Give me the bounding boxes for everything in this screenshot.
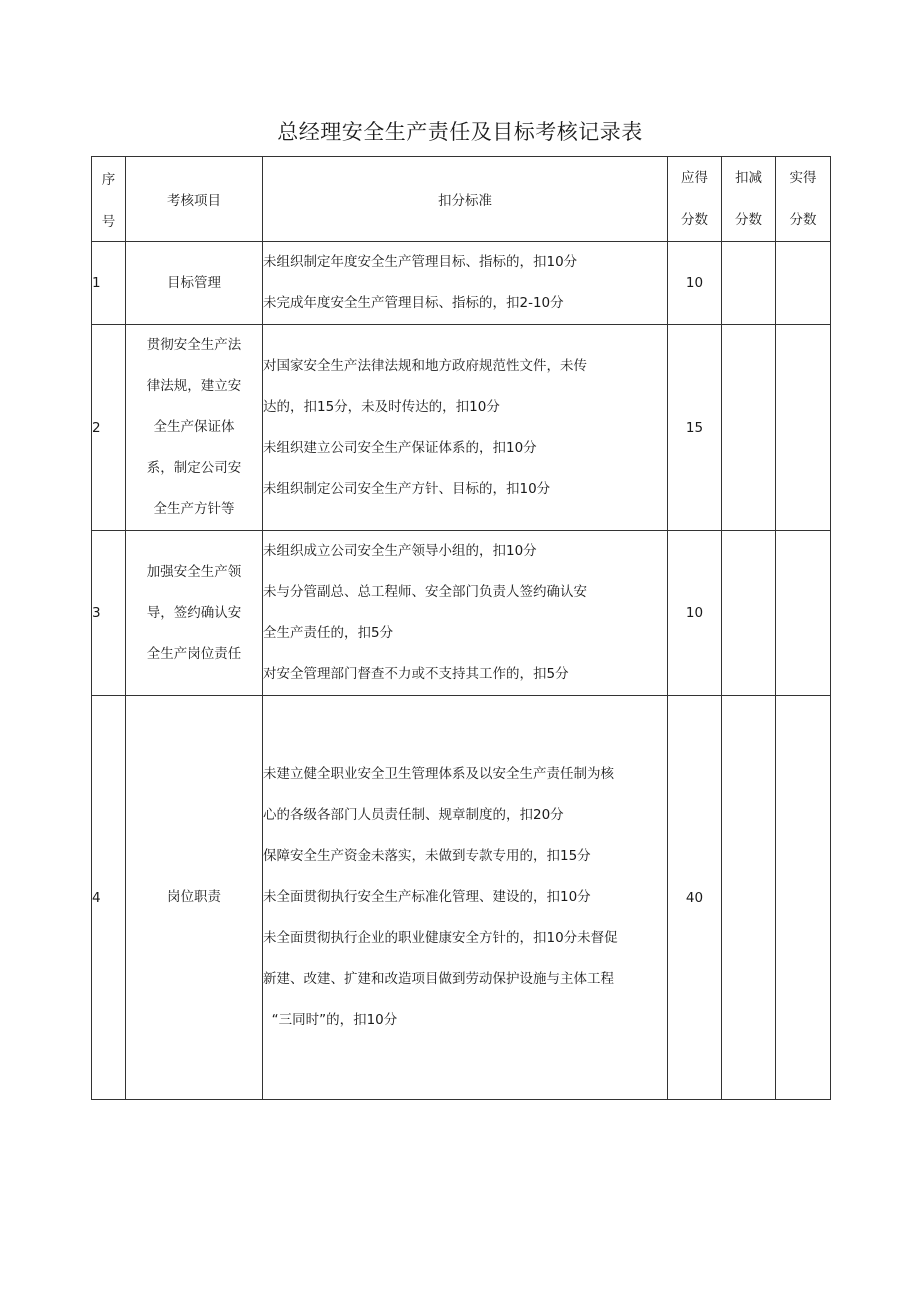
row-criteria bbox=[263, 696, 668, 1100]
criteria-line: 未与分管副总、总工程师、安全部门负责人签约确认安 bbox=[263, 584, 587, 600]
row-due-score: 40 bbox=[668, 696, 722, 1100]
row-actual-score[interactable] bbox=[776, 325, 831, 531]
criteria-line: 未全面贯彻执行安全生产标准化管理、建设的，扣10分 bbox=[263, 889, 591, 905]
item-line: 全生产保证体 bbox=[153, 419, 235, 435]
row-deduct-score[interactable] bbox=[722, 531, 776, 696]
criteria-line: 保障安全生产资金未落实，未做到专款专用的，扣15分 bbox=[263, 848, 591, 864]
criteria-line: 未建立健全职业安全卫生管理体系及以安全生产责任制为核 bbox=[263, 766, 614, 782]
header-due-bottom: 分数 bbox=[681, 212, 708, 228]
criteria-line: 心的各级各部门人员责任制、规章制度的，扣20分 bbox=[263, 807, 564, 823]
criteria-line: 新建、改建、扩建和改造项目做到劳动保护设施与主体工程 bbox=[263, 971, 614, 987]
assessment-table bbox=[91, 156, 831, 1100]
table-row bbox=[92, 531, 831, 696]
criteria-line: 未组织制定年度安全生产管理目标、指标的，扣10分 bbox=[263, 254, 578, 270]
criteria-line: 对安全管理部门督查不力或不支持其工作的，扣5分 bbox=[263, 666, 569, 682]
row-seq: 2 bbox=[92, 325, 126, 531]
header-deduct-top: 扣减 bbox=[735, 170, 762, 186]
item-line: 贯彻安全生产法 bbox=[146, 337, 242, 353]
header-due-top: 应得 bbox=[681, 170, 708, 186]
criteria-line: 全生产责任的，扣5分 bbox=[263, 625, 394, 641]
item-line: 导，签约确认安 bbox=[146, 604, 242, 621]
row-item bbox=[126, 325, 263, 531]
table-row bbox=[92, 696, 831, 1100]
row-due-score: 15 bbox=[668, 325, 722, 531]
criteria-line: “三同时”的，扣10分 bbox=[263, 1012, 398, 1028]
item-line: 目标管理 bbox=[167, 274, 221, 291]
table-row bbox=[92, 242, 831, 325]
criteria-line: 未全面贯彻执行企业的职业健康安全方针的，扣10分未督促 bbox=[263, 930, 618, 946]
row-item bbox=[126, 242, 263, 325]
header-seq-top: 序 bbox=[101, 172, 116, 188]
row-item bbox=[126, 531, 263, 696]
criteria-line: 未组织制定公司安全生产方针、目标的，扣10分 bbox=[263, 480, 551, 497]
header-criteria: 扣分标准 bbox=[263, 157, 668, 242]
criteria-line: 未组织建立公司安全生产保证体系的，扣10分 bbox=[263, 439, 537, 456]
row-deduct-score[interactable] bbox=[722, 325, 776, 531]
header-deduct-score bbox=[722, 157, 776, 242]
header-actual-top: 实得 bbox=[789, 170, 817, 186]
item-line: 岗位职责 bbox=[167, 889, 221, 905]
header-item: 考核项目 bbox=[126, 157, 263, 242]
header-seq bbox=[92, 157, 126, 242]
row-seq: 3 bbox=[92, 531, 126, 696]
criteria-line: 未组织成立公司安全生产领导小组的，扣10分 bbox=[263, 543, 537, 559]
row-actual-score[interactable] bbox=[776, 242, 831, 325]
criteria-line: 未完成年度安全生产管理目标、指标的，扣2-10分 bbox=[263, 295, 564, 311]
row-deduct-score[interactable] bbox=[722, 242, 776, 325]
item-line: 全生产方针等 bbox=[153, 501, 235, 517]
row-actual-score[interactable] bbox=[776, 531, 831, 696]
criteria-line: 对国家安全生产法律法规和地方政府规范性文件，未传 bbox=[263, 357, 587, 374]
row-deduct-score[interactable] bbox=[722, 696, 776, 1100]
header-row bbox=[92, 157, 831, 242]
criteria-line: 达的，扣15分，未及时传达的，扣10分 bbox=[263, 398, 500, 415]
item-line: 律法规，建立安 bbox=[146, 378, 242, 394]
row-criteria bbox=[263, 325, 668, 531]
row-due-score: 10 bbox=[668, 531, 722, 696]
header-due-score bbox=[668, 157, 722, 242]
item-line: 加强安全生产领 bbox=[146, 563, 242, 580]
header-deduct-bottom: 分数 bbox=[735, 212, 762, 228]
header-actual-bottom: 分数 bbox=[789, 212, 817, 228]
row-seq: 1 bbox=[92, 242, 126, 325]
row-criteria bbox=[263, 531, 668, 696]
row-actual-score[interactable] bbox=[776, 696, 831, 1100]
header-seq-bottom: 号 bbox=[101, 214, 116, 230]
row-due-score: 10 bbox=[668, 242, 722, 325]
item-line: 系，制定公司安 bbox=[146, 460, 242, 476]
row-seq: 4 bbox=[92, 696, 126, 1100]
item-line: 全生产岗位责任 bbox=[146, 645, 242, 662]
row-criteria bbox=[263, 242, 668, 325]
page-title: 总经理安全生产责任及目标考核记录表 bbox=[277, 120, 643, 144]
table-row bbox=[92, 325, 831, 531]
row-item bbox=[126, 696, 263, 1100]
header-actual-score bbox=[776, 157, 831, 242]
